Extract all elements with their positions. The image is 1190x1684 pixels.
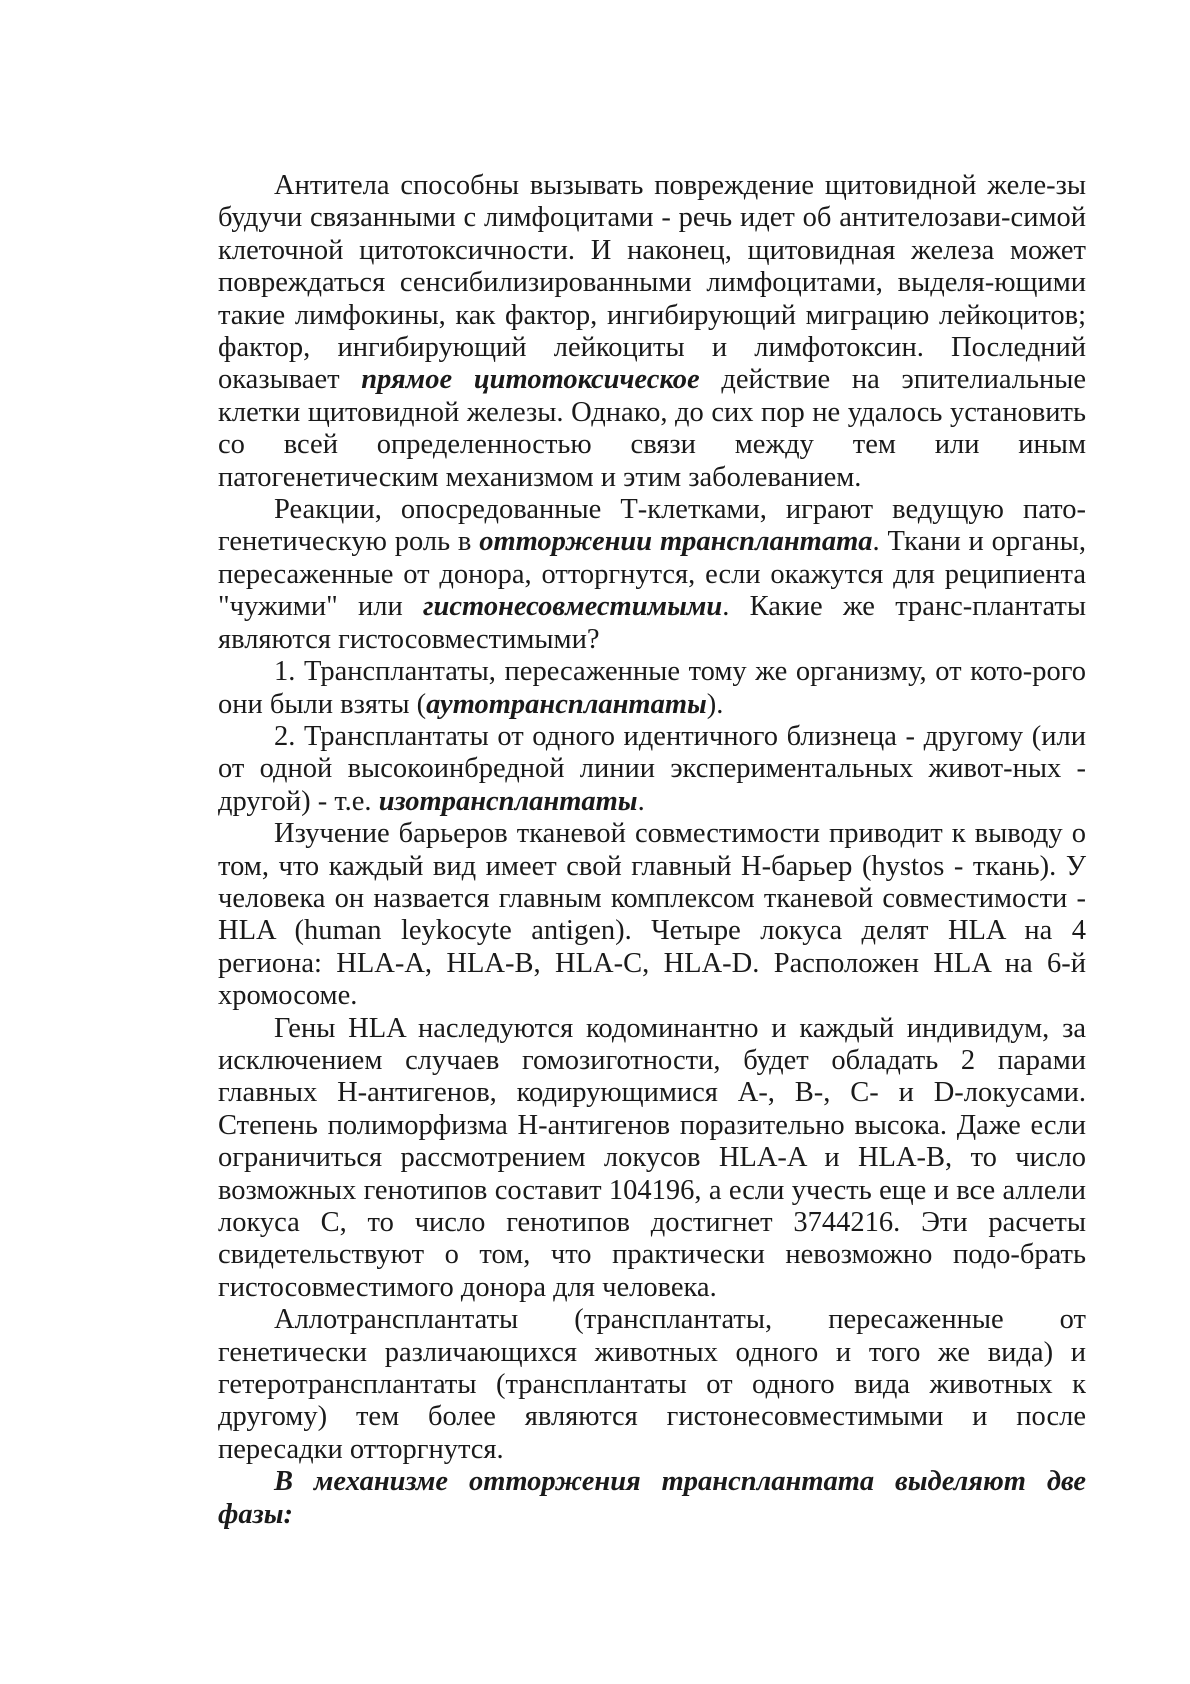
text-run: Гены HLA наследуются кодоминантно и каждый индивидум, за исключением случаев гомозиготности, будет обладать 2 парами главных Н-антигенов, кодирующимися А-, В-, С- и D-локусами. Степень полиморфизма Н-антигенов поразительно высока. Даже если ограничиться рассмотрением локусов HLA-A и HLA-B, то число возможных генотипов составит 104196, а если учесть еще и все аллели локуса С, то число генотипов достигнет 3744216. Эти расчеты свидетельствуют о том, что практически невозможно подо-брать гистосовместимого донора для человека.	[218, 1012, 1087, 1303]
text-run: 2. Трансплантаты от одного идентичного близнеца - другому (или от одной высокоинбредной линии экспериментальных живот-ных - другой) - т.е.	[218, 720, 1086, 817]
text-run: Реакции, опосредованные Т-клетками, играют ведущую пато-генетическую роль в	[218, 494, 1086, 558]
emphasis-autografts: аутотрансплантаты	[426, 688, 707, 720]
paragraph-allografts	[218, 1304, 1086, 1466]
text-run: Изучение барьеров тканевой совместимости приводит к выводу о том, что каждый вид имеет свой главный Н-барьер (hystos - ткань). У человека он назвается главным комплексом тканевой совместимости - HLA (human leykocyte antigen). Четыре локуса делят HLA на 4 региона: HLA-A, HLA-B, HLA-C, HLA-D. Расположен HLA на 6-й хромосоме.	[218, 818, 1086, 1012]
paragraph-antibodies	[218, 170, 1086, 494]
list-item-autografts	[218, 656, 1086, 721]
section-heading-rejection-phases	[218, 1466, 1086, 1531]
emphasis-histoincompatible: гистонесовместимыми	[423, 591, 723, 623]
emphasis-direct-cytotoxic: прямое цитотоксическое	[361, 364, 700, 396]
emphasis-isografts: изотрансплантаты	[378, 785, 638, 817]
paragraph-hla-genes	[218, 1013, 1086, 1305]
text-run: действие на эпителиальные клетки щитовидной железы. Однако, до сих пор не удалось установить со всей определенностью связи между тем или иным патогенетическим механизмом и этим заболеванием.	[218, 364, 1086, 493]
paragraph-t-cell-reactions	[218, 494, 1086, 656]
text-run: 1. Трансплантаты, пересаженные тому же организму, от кото-рого они были взяты (	[218, 656, 1086, 720]
heading-text: В механизме отторжения трансплантата выделяют две фазы:	[218, 1466, 1086, 1530]
emphasis-graft-rejection: отторжении трансплантата	[479, 526, 873, 558]
text-run: ).	[706, 688, 724, 720]
text-run: Аллотрансплантаты (трансплантаты, пересаженные от генетически различающихся животных одного и того же вида) и гетеротрансплантаты (трансплантаты от одного вида животных к другому) тем более являются гистонесовместимыми и после пересадки отторгнутся.	[218, 1304, 1086, 1465]
text-run: Антитела способны вызывать повреждение щитовидной желе-зы будучи связанными с лимфоцитами - речь идет об антителозави-симой клеточной цитотоксичности. И наконец, щитовидная железа может повреждаться сенсибилизированными лимфоцитами, выделя-ющими такие лимфокины, как фактор, ингибирующий миграцию лейкоцитов; фактор, ингибирующий лейкоциты и лимфотоксин. Последний оказывает	[218, 170, 1086, 396]
text-run: . Какие же транс-плантаты являются гистосовместимыми?	[218, 591, 1086, 655]
text-run: .	[637, 785, 645, 817]
text-run: . Ткани и органы, пересаженные от донора, отторгнутся, если окажутся для реципиента "чужими" или	[218, 526, 1087, 623]
list-item-isografts	[218, 721, 1086, 818]
paragraph-histocompatibility-barriers	[218, 818, 1086, 1012]
document-page	[218, 170, 1086, 1531]
